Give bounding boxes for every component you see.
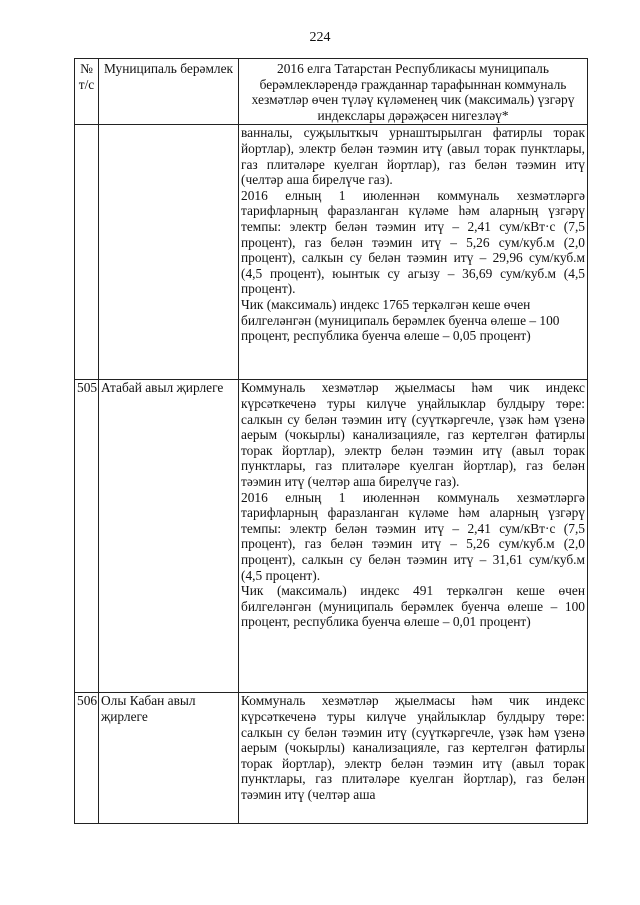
paragraph: Чик (максималь) индекс 1765 теркәлгән кеше өчен билгеләнгән (муниципаль берәмлек буенча өлеше – 100 процент, республика буенча өлеше – 0,05 процент)	[241, 296, 560, 344]
tariff-table	[74, 58, 588, 824]
header-number: № т/с	[75, 59, 99, 125]
header-municipality: Муниципаль берәмлек	[99, 59, 239, 125]
row-description	[239, 693, 588, 824]
page-number: 224	[309, 30, 331, 45]
row-municipality	[99, 125, 239, 380]
row-municipality: Атабай авыл җирлеге	[99, 380, 239, 693]
row-description	[239, 380, 588, 693]
paragraph: 2016 елның 1 июленнән коммуналь хезмәтләргә тарифларның фаразланган күләме һәм аларның үзгәрү темпы: электр белән тәэмин итү – 2,41 сум/кВт·с (7,5 процент), газ белән тәэмин итү – 5,26 сум/куб.м (2,0 процент), салкын су белән тәэмин итү – 31,61 сум/куб.м (4,5 процент).	[241, 489, 585, 583]
row-number: 505	[75, 380, 99, 693]
row-description	[239, 125, 588, 380]
paragraph: ванналы, суҗылыткыч урнаштырылган фатирлы торак йортлар), электр белән тәэмин итү (авыл торак пунктлары, газ плитәләре куелган йортлар), газ белән тәэмин итү (челтәр аша бирелүче газ).	[241, 125, 585, 188]
paragraph: Чик (максималь) индекс 491 теркәлгән кеше өчен билгеләнгән (муниципаль берәмлек буенча өлеше – 100 процент, республика буенча өлеше – 0,01 процент)	[241, 583, 585, 630]
row-number	[75, 125, 99, 380]
paragraph: Коммуналь хезмәтләр җыелмасы һәм чик индекс күрсәткеченә туры килүче уңайлыклар булдыру төре: салкын су белән тәэмин итү (суүткәргечле, үзәк һәм үзенә аерым (чокырлы) канализацияле, газ кертелгән фатирлы торак йортлар), электр белән тәэмин итү (авыл торак пунктлары, газ плитәләре куелган йортлар), газ белән тәэмин итү (челтәр аша бирелүче газ).	[241, 380, 585, 489]
table-header-row	[75, 59, 588, 125]
paragraph: Коммуналь хезмәтләр җыелмасы һәм чик индекс күрсәткеченә туры килүче уңайлыклар булдыру төре: салкын су белән тәэмин итү (суүткәргечле, үзәк һәм үзенә аерым (чокырлы) канализацияле, газ кертелгән фатирлы торак йортлар), электр белән тәэмин итү (авыл торак пунктлары, газ плитәләре куелган йортлар), газ белән тәэмин итү (челтәр аша	[241, 693, 585, 802]
row-number: 506	[75, 693, 99, 824]
table-row	[75, 693, 588, 824]
header-justification: 2016 елга Татарстан Республикасы муниципаль берәмлекләрендә гражданнар тарафыннан коммуналь хезмәтләр өчен түләү күләменең чик (максималь) үзгәрү индекслары дәрәҗәсен нигезләү*	[239, 59, 588, 125]
table-row	[75, 125, 588, 380]
table-row	[75, 380, 588, 693]
row-municipality: Олы Кабан авыл җирлеге	[99, 693, 239, 824]
paragraph: 2016 елның 1 июленнән коммуналь хезмәтләргә тарифларның фаразланган күләме һәм аларның үзгәрү темпы: электр белән тәэмин итү – 2,41 сум/кВт·с (7,5 процент), газ белән тәэмин итү – 5,26 сум/куб.м (2,0 процент), салкын су белән тәэмин итү – 29,96 сум/куб.м (4,5 процент), юынтык су агызу – 36,69 сум/куб.м (4,5 процент).	[241, 187, 585, 297]
